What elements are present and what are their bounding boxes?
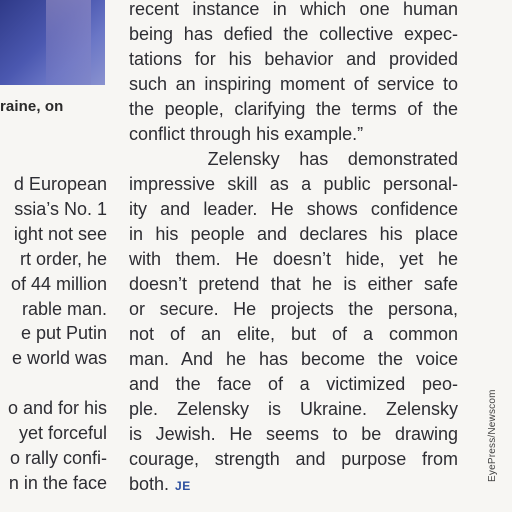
text-line: the people, clarifying the terms of the xyxy=(129,99,458,119)
text-line: impressive skill as a public personal- xyxy=(129,174,458,194)
text-line: Zelensky has demonstrated xyxy=(129,149,458,169)
text-line: d European xyxy=(13,174,107,194)
photo-caption: raine, on xyxy=(0,98,64,115)
text-line: ple. Zelensky is Ukraine. Zelensky xyxy=(129,399,458,419)
text-line: of 44 million xyxy=(10,273,107,294)
text-line: is Jewish. He seems to be drawing xyxy=(129,424,458,444)
text-line: and the face of a victimized peo- xyxy=(129,374,458,394)
text-line: tations for his behavior and provided xyxy=(129,49,458,69)
text-line: with them. He doesn’t hide, yet he xyxy=(129,249,458,269)
photo-credit: EyePress/Newscom xyxy=(487,389,498,482)
text-line: rable man. xyxy=(21,298,107,319)
text-line: o and for his xyxy=(7,398,107,419)
text-line: e world was xyxy=(11,348,107,369)
text-line-final xyxy=(129,472,458,499)
text-line: recent instance in which one human xyxy=(129,0,458,19)
text-line: being has defied the collective expec- xyxy=(129,24,458,44)
left-column-text xyxy=(0,172,107,496)
text-line: not of an elite, but of a common xyxy=(129,324,458,344)
text-line: e put Putin xyxy=(20,323,107,344)
text-line: such an inspiring moment of service to xyxy=(129,74,458,94)
text-line: ity and leader. He shows confidence xyxy=(129,199,458,219)
article-photo xyxy=(0,0,105,85)
text-line: ight not see xyxy=(13,223,107,244)
text-line: n in the face xyxy=(8,472,107,493)
text-line: man. And he has become the voice xyxy=(129,349,458,369)
text-line: conflict through his example.” xyxy=(129,124,364,144)
text-line: or secure. He projects the persona, xyxy=(129,299,458,319)
text-line-ending: both. xyxy=(129,474,170,494)
text-line xyxy=(0,371,107,396)
text-line: doesn’t pretend that he is either safe xyxy=(129,274,458,294)
right-column-text xyxy=(129,0,458,499)
text-line: ssia’s No. 1 xyxy=(14,198,107,219)
author-signature: JE xyxy=(175,479,191,493)
text-line: courage, strength and purpose from xyxy=(129,449,458,469)
text-line: in his people and declares his place xyxy=(129,224,458,244)
text-line: o rally confi- xyxy=(9,447,107,468)
text-line: yet forceful xyxy=(18,423,107,444)
text-line: rt order, he xyxy=(19,248,107,269)
